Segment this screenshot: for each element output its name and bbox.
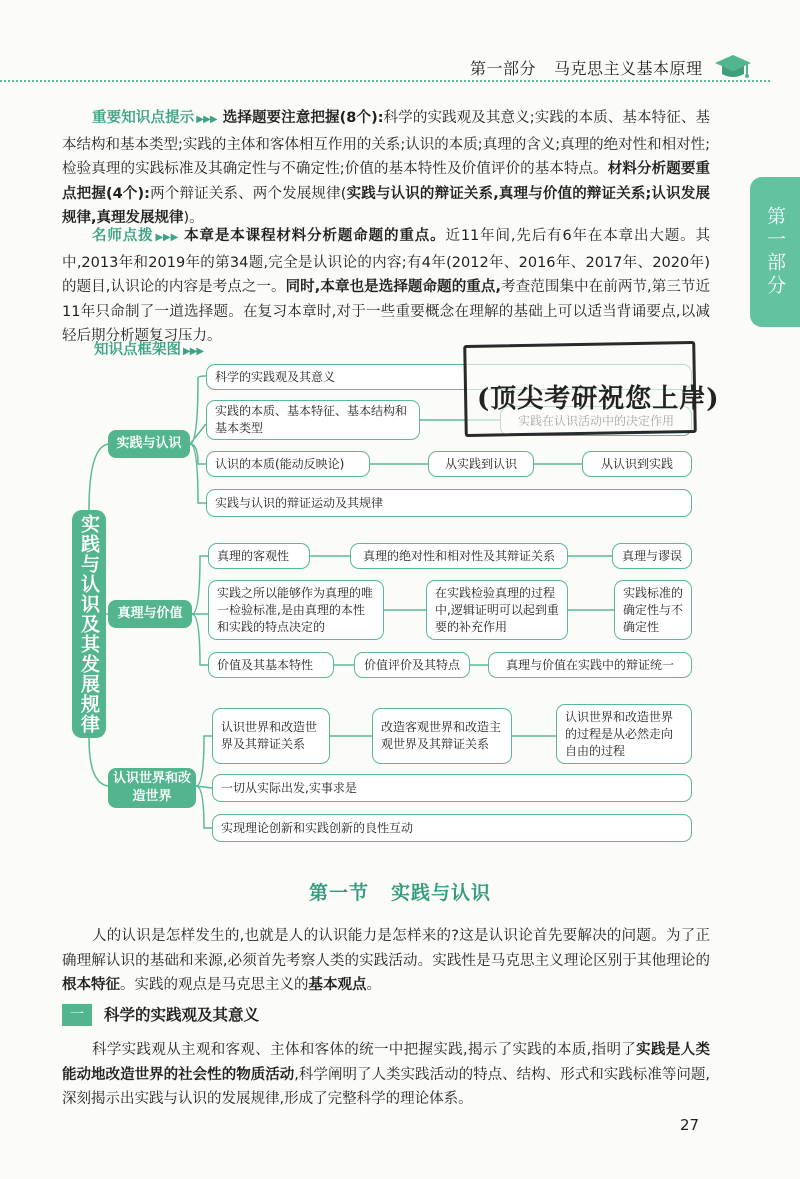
- node-know-transform-relation: 认识世界和改造世界及其辩证关系: [212, 708, 330, 764]
- node-practice-essence: 实践的本质、基本特征、基本结构和基本类型: [206, 400, 420, 440]
- node-cognition-essence: 认识的本质(能动反映论): [206, 451, 370, 477]
- node-practice-sole-criterion: 实践之所以能够作为真理的唯一检验标准,是由真理的本性和实践的特点决定的: [208, 580, 384, 640]
- header-title: 马克思主义基本原理: [554, 59, 703, 78]
- node-practice-view: 科学的实践观及其意义: [206, 364, 692, 390]
- triple-arrow-icon: ▶▶▶: [196, 114, 217, 125]
- node-criterion-certainty: 实践标准的确定性与不确定性: [614, 580, 692, 640]
- header-part: 第一部分: [470, 59, 537, 78]
- node-truth-absolute-relative: 真理的绝对性和相对性及其辩证关系: [350, 543, 568, 569]
- section-title: 实践与认识: [391, 882, 492, 904]
- si-text-3: 。: [366, 977, 381, 993]
- ss-text-1: 科学实践观从主观和客观、主体和客体的统一中把握实践,揭示了实践的本质,指明了: [92, 1042, 637, 1058]
- kp-bold-3: 实践与认识的辩证关系,真理与价值的辩证关系;认识发展规律,真理发展规律: [62, 185, 710, 226]
- teacher-label: 名师点拨: [92, 228, 154, 244]
- node-practice-to-cognition: 从实践到认识: [428, 451, 534, 477]
- node-cognition-to-practice: 从认识到实践: [582, 451, 692, 477]
- node-truth-value-unity: 真理与价值在实践中的辩证统一: [488, 652, 692, 678]
- node-truth-objectivity: 真理的客观性: [208, 543, 310, 569]
- subsection-paragraph: [62, 1038, 710, 1112]
- kp-text-3: )。: [183, 210, 204, 226]
- tt-text-2: 考查范围集中在前两节,第三节近11年只命制了一道选择题。在复习本章时,对于一些重要概念在理解的基础上可以适当背诵要点,以减轻后期分析题复习压力。: [62, 279, 710, 344]
- page-number: 27: [680, 1116, 700, 1134]
- node-value-evaluation: 价值评价及其特点: [354, 652, 470, 678]
- node-seek-truth-from-facts: 一切从实际出发,实事求是: [212, 774, 692, 802]
- si-bold-2: 基本观点: [308, 977, 367, 993]
- node-necessity-to-freedom: 认识世界和改造世界的过程是从必然走向自由的过程: [556, 704, 692, 764]
- si-text-2: 。实践的观点是马克思主义的: [120, 977, 309, 993]
- map-label: 知识点框架图: [94, 342, 181, 358]
- si-bold-1: 根本特征: [62, 977, 120, 993]
- subsection-title: 科学的实践观及其意义: [104, 1006, 260, 1024]
- side-tab: 第一部分: [750, 177, 800, 327]
- ss-text-2: ,科学阐明了人类实践活动的特点、结构、形式和实践标准等问题,深刻揭示出实践与认识的发展规律,形成了完整科学的理论体系。: [62, 1066, 711, 1107]
- mind-map-root: 实践与认识及其发展规律: [72, 510, 106, 738]
- node-dialectical-movement: 实践与认识的辩证运动及其规律: [206, 489, 692, 517]
- ss-bold-1: 实践是人类能动地改造世界的社会性的物质活动: [62, 1042, 711, 1083]
- si-text-1: 人的认识是怎样发生的,也就是人的认识能力是怎样来的?这是认识论首先要解决的问题。为了正确理解认识的基础和来源,必须首先考察人类的实践活动。实践性是马克思主义理论区别于其他理论的: [62, 928, 710, 969]
- node-value-characteristics: 价值及其基本特性: [208, 652, 334, 678]
- section-heading: [0, 878, 800, 905]
- subsection-number: 一: [62, 1004, 92, 1026]
- tt-bold-1: 本章是本课程材料分析题命题的重点。: [184, 228, 446, 244]
- node-truth-fallacy: 真理与谬误: [612, 543, 692, 569]
- triple-arrow-icon: ▶▶▶: [183, 346, 204, 357]
- tt-text-1: 近11年间,先后有6年在本章出大题。其中,2013年和2019年的第34题,完全是认识论的内容;有4年(2012年、2016年、2017年、2020年)的题目,认识论的内容是考点之一。: [62, 228, 711, 295]
- node-theory-practice-innovation: 实现理论创新和实践创新的良性互动: [212, 814, 692, 842]
- triple-arrow-icon: ▶▶▶: [155, 232, 179, 243]
- category-know-transform-world: 认识世界和改造世界: [108, 768, 196, 808]
- kp-bold-1: 选择题要注意把握(8个):: [222, 110, 384, 126]
- kp-text-1: 科学的实践观及其意义;实践的本质、基本特征、基本结构和基本类型;实践的主体和客体相互作用的关系;认识的本质;真理的含义;真理的绝对性和相对性;检验真理的实践标准及其确定性与不确定性;价值的基本特性及价值评价的基本特点。: [62, 110, 710, 177]
- watermark-stamp-text: (顶尖考研祝您上岸): [477, 384, 720, 414]
- section-number: 第一节: [308, 882, 369, 904]
- tt-bold-2: 同时,本章也是选择题命题的重点,: [285, 279, 501, 295]
- section-intro-paragraph: [62, 924, 710, 998]
- category-practice-cognition: 实践与认识: [108, 430, 190, 458]
- category-truth-value: 真理与价值: [108, 600, 192, 628]
- node-logical-proof: 在实践检验真理的过程中,逻辑证明可以起到重要的补充作用: [426, 580, 568, 640]
- kp-bold-2: 材料分析题要重点把握(4个):: [62, 161, 710, 202]
- key-points-label: 重要知识点提示: [92, 110, 195, 126]
- kp-text-2: 两个辩证关系、两个发展规律(: [149, 185, 347, 202]
- node-objective-subjective: 改造客观世界和改造主观世界及其辩证关系: [372, 708, 512, 764]
